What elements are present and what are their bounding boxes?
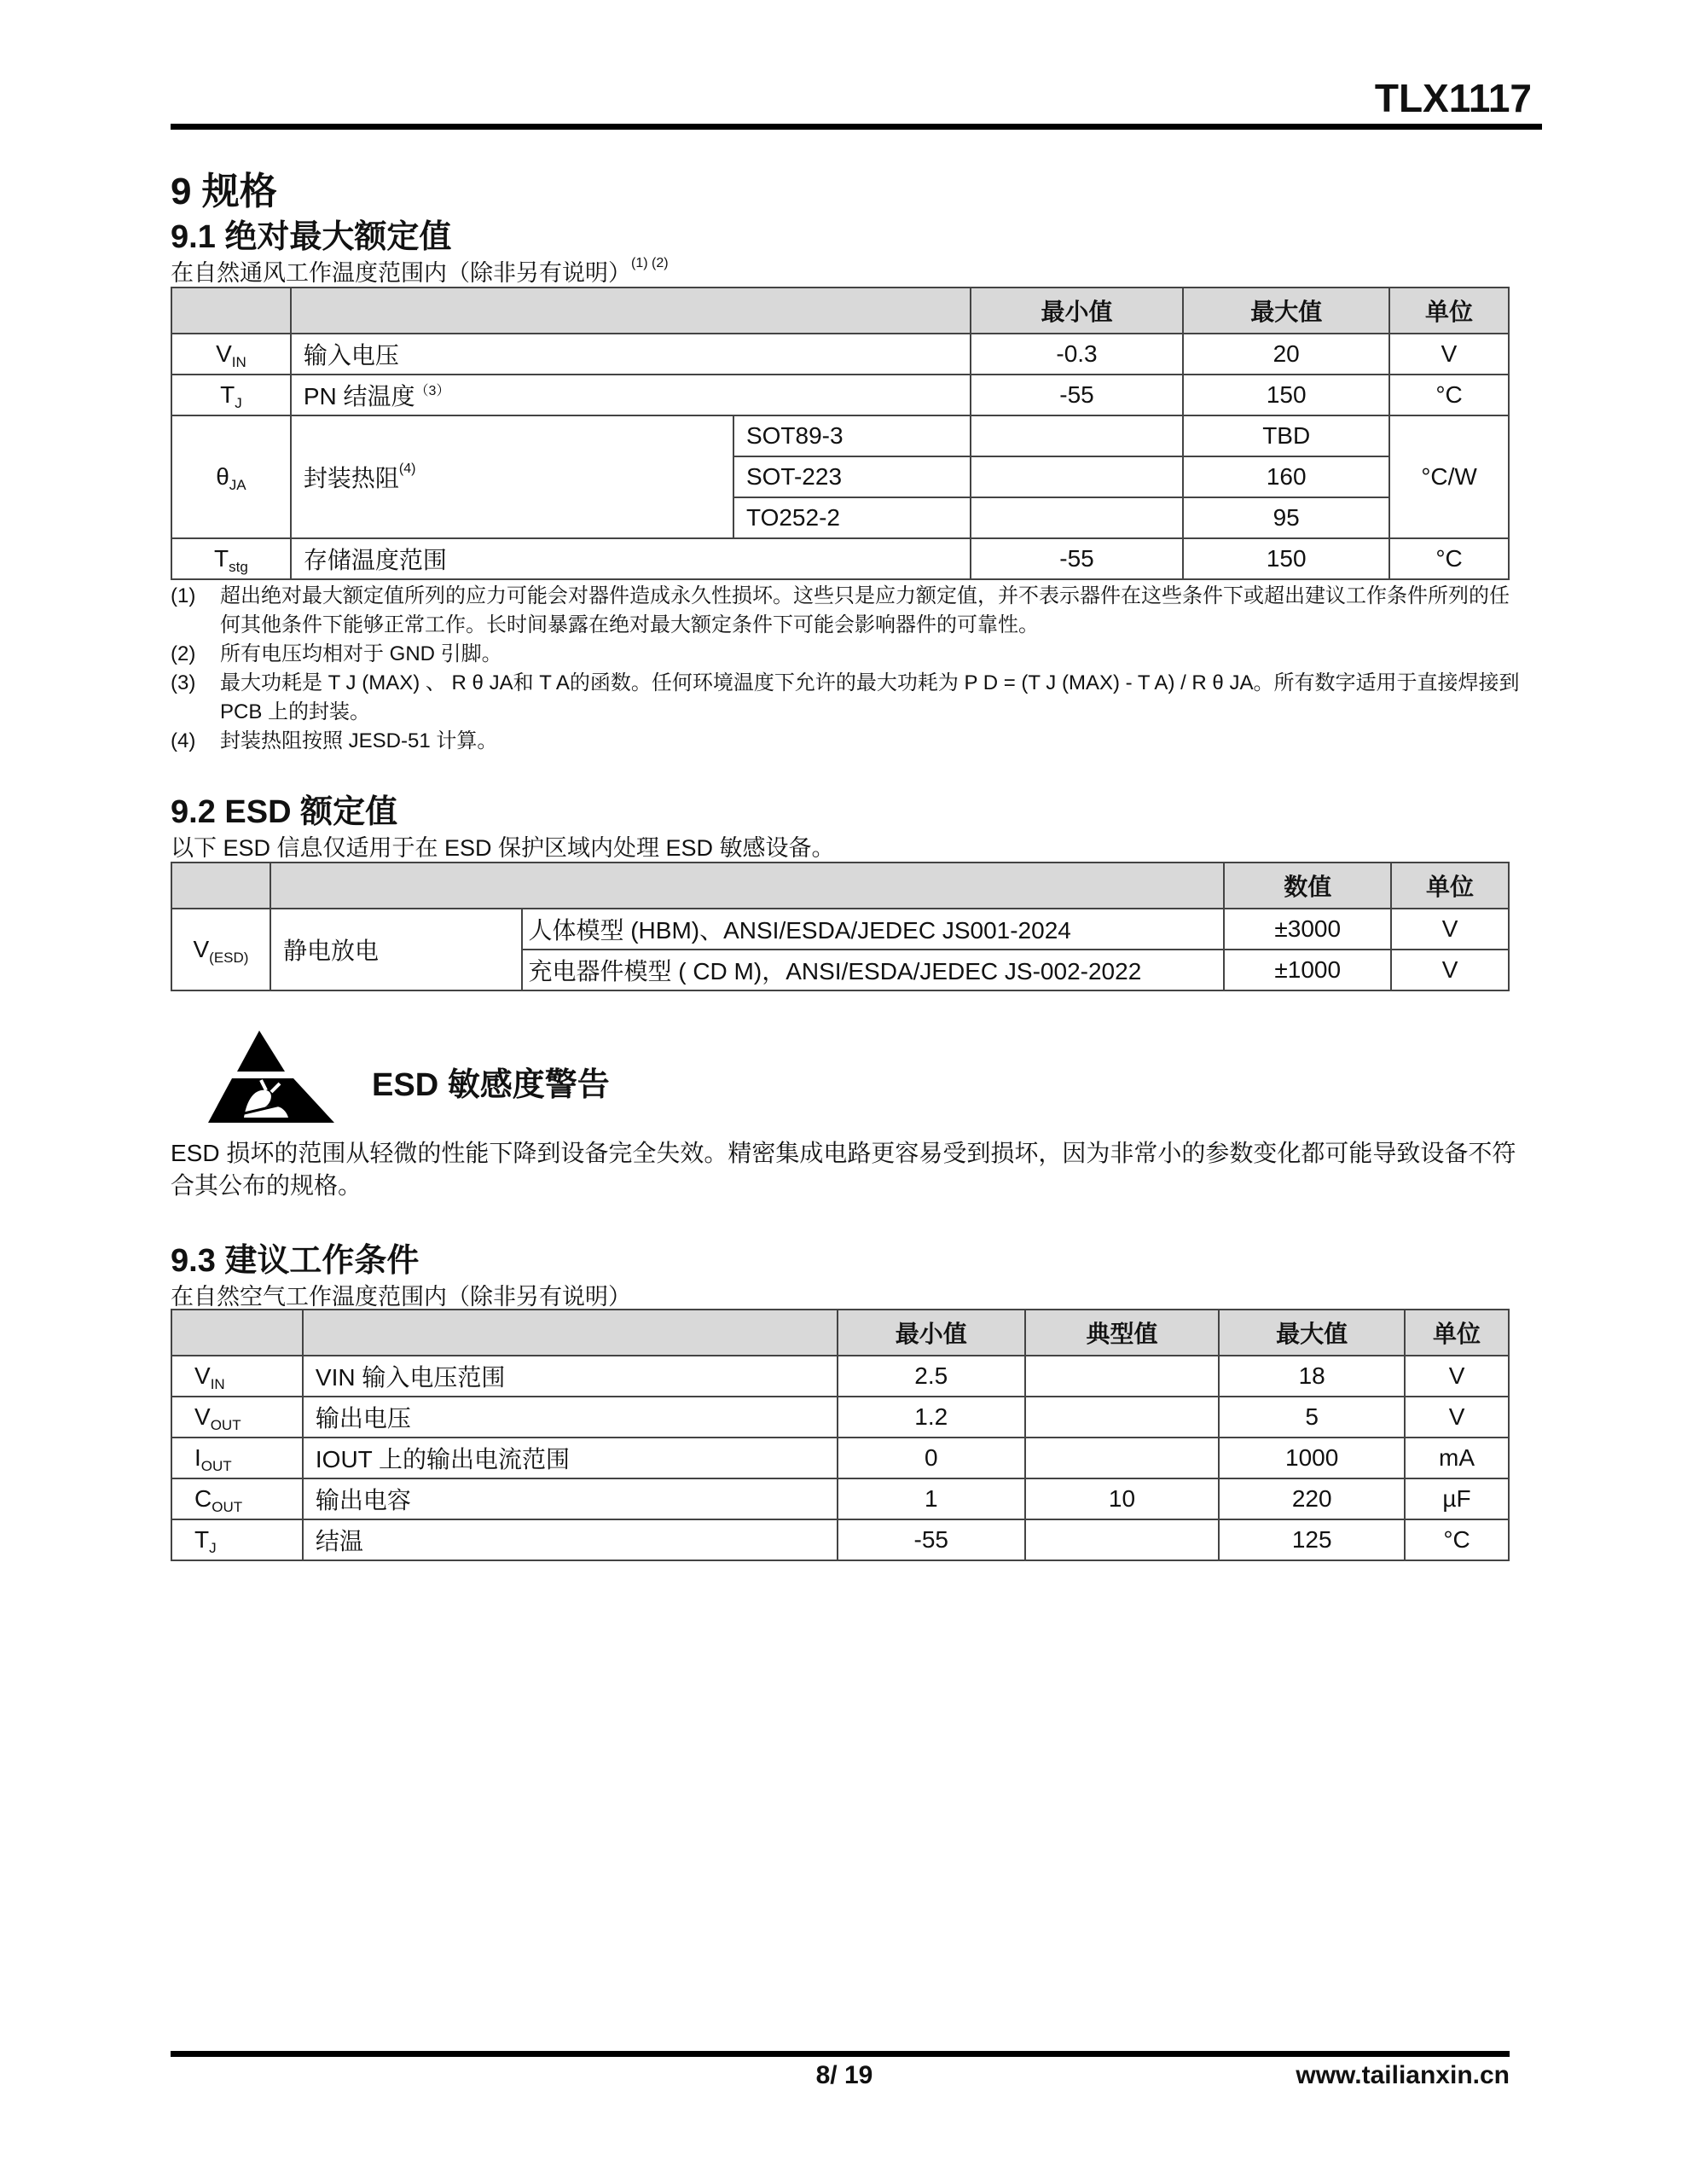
table-row bbox=[171, 375, 1509, 415]
unit: V bbox=[1405, 1356, 1509, 1397]
esd-value: ±3000 bbox=[1224, 909, 1391, 950]
unit: µF bbox=[1405, 1478, 1509, 1519]
col-min: 最小值 bbox=[838, 1310, 1025, 1356]
max-value: TBD bbox=[1183, 415, 1389, 456]
col-unit: 单位 bbox=[1405, 1310, 1509, 1356]
max-value: 150 bbox=[1183, 375, 1389, 415]
min-value bbox=[971, 456, 1184, 497]
unit: °C bbox=[1405, 1519, 1509, 1560]
unit: V bbox=[1405, 1397, 1509, 1438]
footer-rule bbox=[171, 2051, 1510, 2057]
package: TO252-2 bbox=[733, 497, 971, 538]
table-header-row bbox=[171, 1310, 1509, 1356]
footnote: (3) 最大功耗是 T J (MAX) 、 R θ JA和 T A的函数。任何环境温度下允许的最大功耗为 P D = (T J (MAX) - T A) / R θ JA。所有数字适用于直接焊接到 PCB 上的封装。 bbox=[171, 671, 1520, 723]
col-max: 最大值 bbox=[1219, 1310, 1405, 1356]
header-rule bbox=[171, 124, 1542, 130]
col-min: 最小值 bbox=[971, 288, 1184, 334]
table-header-row bbox=[171, 863, 1509, 909]
min-value bbox=[971, 415, 1184, 456]
footnote: (4) 封装热阻按照 JESD-51 计算。 bbox=[171, 729, 498, 752]
package: SOT89-3 bbox=[733, 415, 971, 456]
unit: °C bbox=[1389, 538, 1509, 579]
table-row bbox=[171, 538, 1509, 579]
min-value: 1.2 bbox=[838, 1397, 1025, 1438]
rec-title: 9.3 建议工作条件 bbox=[171, 1243, 420, 1279]
symbol: $V_{IN}$ bbox=[171, 1356, 303, 1397]
max-value: 20 bbox=[1183, 334, 1389, 375]
parameter: 静电放电 bbox=[270, 909, 523, 990]
col-typ: 典型值 bbox=[1025, 1310, 1220, 1356]
section-title: 9 规格 bbox=[171, 171, 277, 212]
max-value: 150 bbox=[1183, 538, 1389, 579]
symbol: $V_{(ESD)}$ bbox=[171, 909, 270, 990]
esd-model: 人体模型 (HBM)、ANSI/ESDA/JEDEC JS001-2024 bbox=[522, 909, 1224, 950]
max-value: 160 bbox=[1183, 456, 1389, 497]
max-value: 1000 bbox=[1219, 1438, 1405, 1478]
parameter: 封装热阻$^{(4)}$ bbox=[291, 415, 733, 538]
esd-title: 9.2 ESD 额定值 bbox=[171, 794, 398, 830]
symbol: $\theta_{JA}$ bbox=[171, 415, 291, 538]
min-value: 0 bbox=[838, 1438, 1025, 1478]
rec-table bbox=[171, 1309, 1510, 1561]
typ-value bbox=[1025, 1519, 1220, 1560]
table-header-row bbox=[171, 288, 1509, 334]
max-value: 5 bbox=[1219, 1397, 1405, 1438]
symbol: $C_{OUT}$ bbox=[171, 1478, 303, 1519]
table-row bbox=[171, 1438, 1509, 1478]
esd-note: 以下 ESD 信息仅适用于在 ESD 保护区域内处理 ESD 敏感设备。 bbox=[171, 835, 835, 861]
unit: mA bbox=[1405, 1438, 1509, 1478]
symbol: $T_J$ bbox=[171, 1519, 303, 1560]
parameter: 输入电压 bbox=[291, 334, 971, 375]
abs-max-title: 9.1 绝对最大额定值 bbox=[171, 219, 452, 255]
max-value: 18 bbox=[1219, 1356, 1405, 1397]
min-value: -55 bbox=[971, 375, 1184, 415]
max-value: 95 bbox=[1183, 497, 1389, 538]
page-number: 8/ 19 bbox=[815, 2061, 873, 2089]
abs-max-note: 在自然通风工作温度范围内（除非另有说明）$^{(1) (2)}$ bbox=[171, 256, 669, 286]
min-value: -0.3 bbox=[971, 334, 1184, 375]
esd-warning-icon bbox=[206, 1029, 334, 1124]
esd-value: ±1000 bbox=[1224, 950, 1391, 990]
package: SOT-223 bbox=[733, 456, 971, 497]
col-unit: 单位 bbox=[1391, 863, 1509, 909]
esd-warning-text: ESD 损坏的范围从轻微的性能下降到设备完全失效。精密集成电路更容易受到损坏，因为非常小的参数变化都可能导致设备不符合其公布的规格。 bbox=[171, 1140, 1516, 1199]
max-value: 125 bbox=[1219, 1519, 1405, 1560]
col-max: 最大值 bbox=[1183, 288, 1389, 334]
table-row bbox=[171, 1478, 1509, 1519]
footnote: (2) 所有电压均相对于 GND 引脚。 bbox=[171, 642, 502, 665]
esd-model: 充电器件模型 ( CD M)，ANSI/ESDA/JEDEC JS-002-2022 bbox=[522, 950, 1224, 990]
esd-table bbox=[171, 862, 1510, 991]
table-row bbox=[171, 415, 1509, 456]
unit: °C bbox=[1389, 375, 1509, 415]
min-value bbox=[971, 497, 1184, 538]
parameter: IOUT 上的输出电流范围 bbox=[303, 1438, 838, 1478]
typ-value: 10 bbox=[1025, 1478, 1220, 1519]
esd-warning-title: ESD 敏感度警告 bbox=[372, 1067, 610, 1103]
unit: V bbox=[1391, 909, 1509, 950]
abs-max-table bbox=[171, 287, 1510, 580]
col-value: 数值 bbox=[1224, 863, 1391, 909]
max-value: 220 bbox=[1219, 1478, 1405, 1519]
unit: V bbox=[1389, 334, 1509, 375]
min-value: -55 bbox=[971, 538, 1184, 579]
parameter: VIN 输入电压范围 bbox=[303, 1356, 838, 1397]
parameter: 输出电压 bbox=[303, 1397, 838, 1438]
typ-value bbox=[1025, 1356, 1220, 1397]
symbol: $I_{OUT}$ bbox=[171, 1438, 303, 1478]
table-row bbox=[171, 1519, 1509, 1560]
typ-value bbox=[1025, 1397, 1220, 1438]
table-row bbox=[171, 1356, 1509, 1397]
rec-note: 在自然空气工作温度范围内（除非另有说明） bbox=[171, 1284, 631, 1310]
min-value: -55 bbox=[838, 1519, 1025, 1560]
table-row bbox=[171, 1397, 1509, 1438]
parameter: PN 结温度$^{(3)}$ bbox=[291, 375, 971, 415]
typ-value bbox=[1025, 1438, 1220, 1478]
footnote: (1) 超出绝对最大额定值所列的应力可能会对器件造成永久性损坏。这些只是应力额定值，并不表示器件在这些条件下或超出建议工作条件所列的任何其他条件下能够正常工作。长时间暴露在绝对最大额定条件下可能会影响器件的可靠性。 bbox=[171, 584, 1510, 636]
symbol: $T_J$ bbox=[171, 375, 291, 415]
unit: °C/W bbox=[1389, 415, 1509, 538]
footnotes bbox=[171, 582, 1527, 756]
col-unit: 单位 bbox=[1389, 288, 1509, 334]
symbol: $V_{OUT}$ bbox=[171, 1397, 303, 1438]
website-link[interactable]: www.tailianxin.cn bbox=[1296, 2061, 1510, 2089]
product-name: TLX1117 bbox=[1374, 76, 1532, 120]
symbol: $V_{IN}$ bbox=[171, 334, 291, 375]
min-value: 2.5 bbox=[838, 1356, 1025, 1397]
parameter: 存储温度范围 bbox=[291, 538, 971, 579]
unit: V bbox=[1391, 950, 1509, 990]
table-row bbox=[171, 334, 1509, 375]
parameter: 输出电容 bbox=[303, 1478, 838, 1519]
symbol: $T_{stg}$ bbox=[171, 538, 291, 579]
table-row bbox=[171, 909, 1509, 950]
parameter: 结温 bbox=[303, 1519, 838, 1560]
min-value: 1 bbox=[838, 1478, 1025, 1519]
